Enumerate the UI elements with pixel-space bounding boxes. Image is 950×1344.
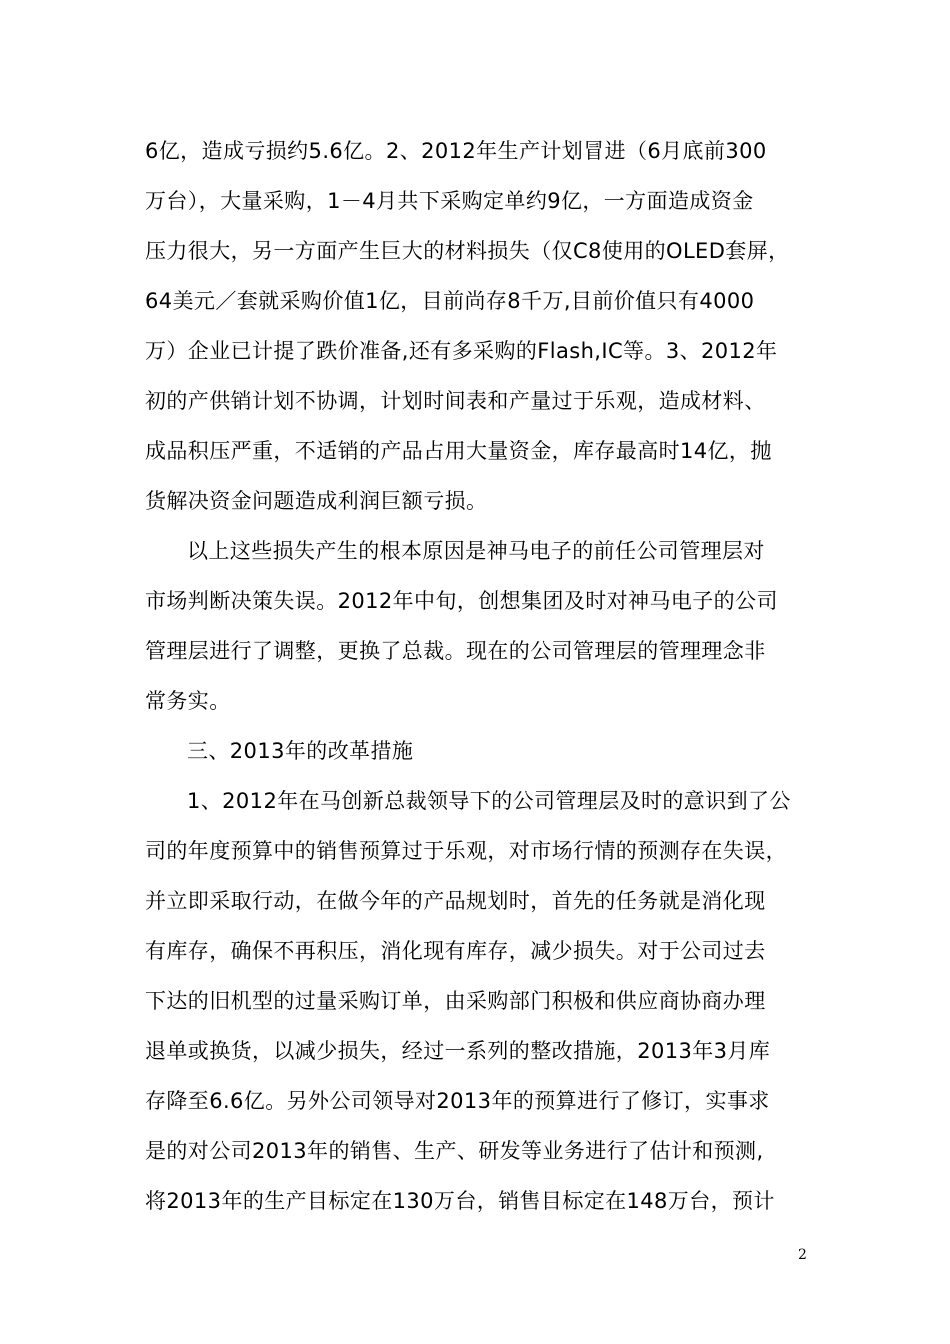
paragraph-first-line: 以上这些损失产生的根本原因是神马电子的前任公司管理层对 (187, 539, 765, 563)
text-line: 初的产供销计划不协调，计划时间表和产量过于乐观，造成材料、 (145, 389, 766, 413)
text-line: 万台），大量采购，1－4月共下采购定单约9亿，一方面造成资金 (145, 189, 754, 213)
text-line: 货解决资金问题造成利润巨额亏损。 (145, 489, 488, 513)
text-line: 64美元／套就采购价值1亿，目前尚存8千万,目前价值只有4000 (145, 289, 755, 313)
text-line: 存降至6.6亿。另外公司领导对2013年的预算进行了修订，实事求 (145, 1089, 770, 1113)
text-line: 是的对公司2013年的销售、生产、研发等业务进行了估计和预测, (145, 1139, 764, 1163)
section-heading: 三、2013年的改革措施 (187, 739, 414, 763)
text-line: 常务实。 (145, 689, 231, 713)
text-line: 6亿，造成亏损约5.6亿。2、2012年生产计划冒进（6月底前300 (145, 139, 767, 163)
paragraph-first-line: 1、2012年在马创新总裁领导下的公司管理层及时的意识到了公 (187, 789, 791, 813)
text-line: 管理层进行了调整，更换了总裁。现在的公司管理层的管理理念非 (145, 639, 766, 663)
text-line: 压力很大，另一方面产生巨大的材料损失（仅C8使用的OLED套屏， (145, 239, 790, 263)
text-line: 下达的旧机型的过量采购订单，由采购部门积极和供应商协商办理 (145, 989, 766, 1013)
text-line: 退单或换货，以减少损失，经过一系列的整改措施，2013年3月库 (145, 1039, 771, 1063)
text-line: 市场判断决策失误。2012年中旬，创想集团及时对神马电子的公司 (145, 589, 778, 613)
text-line: 成品积压严重，不适销的产品占用大量资金，库存最高时14亿，抛 (145, 439, 772, 463)
text-line: 万）企业已计提了跌价准备,还有多采购的Flash,IC等。3、2012年 (145, 339, 778, 363)
text-line: 并立即采取行动，在做今年的产品规划时，首先的任务就是消化现 (145, 889, 766, 913)
text-line: 将2013年的生产目标定在130万台，销售目标定在148万台，预计 (145, 1189, 775, 1213)
text-line: 有库存，确保不再积压，消化现有库存，减少损失。对于公司过去 (145, 939, 766, 963)
page-number: 2 (798, 1247, 807, 1263)
text-line: 司的年度预算中的销售预算过于乐观，对市场行情的预测存在失误， (145, 839, 787, 863)
